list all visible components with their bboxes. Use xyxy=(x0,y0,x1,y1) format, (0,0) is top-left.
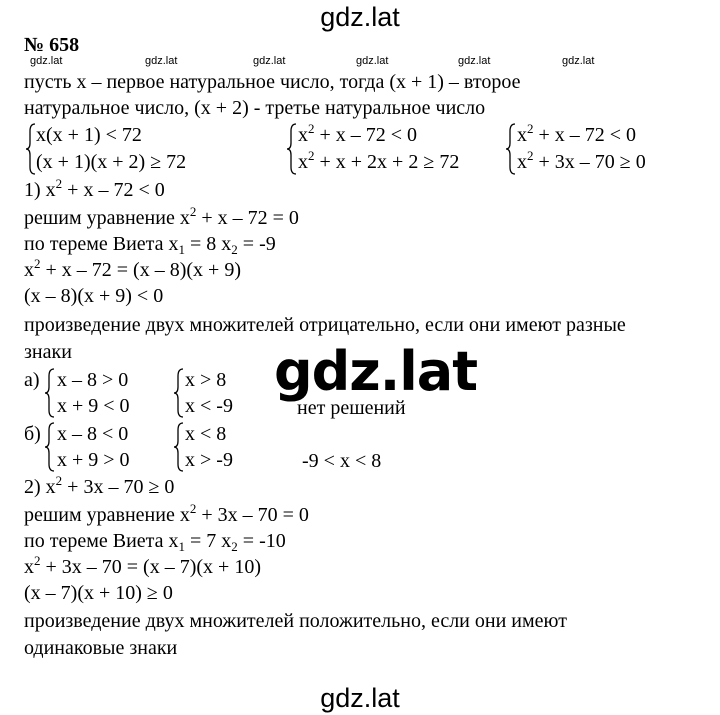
system-line: (x + 1)(x + 2) ≥ 72 xyxy=(36,151,187,173)
system-brace xyxy=(506,123,514,175)
case-b-label: б) xyxy=(24,423,41,445)
case-line: x + 9 > 0 xyxy=(57,449,130,471)
system-brace xyxy=(287,123,295,175)
system-brace xyxy=(26,123,34,175)
watermark-small: gdz.lat xyxy=(356,55,389,67)
case-line: x – 8 < 0 xyxy=(57,423,129,445)
system-line: $x^2 + 3x - 70 \ge 0$ xyxy=(517,148,646,173)
watermark-small: gdz.lat xyxy=(253,55,286,67)
part1-solve: решим уравнение $x^2 + x - 72 = 0$ xyxy=(24,204,299,229)
part2-factor: $x^2 + 3x - 70 = (x - 7)(x + 10)$ xyxy=(24,553,261,578)
part1-vieta: по тереме Виета $x_1 = 8$ $x_2 = -9$ xyxy=(24,233,276,257)
watermark-small: gdz.lat xyxy=(145,55,178,67)
case-line: x – 8 > 0 xyxy=(57,369,129,391)
watermark-small: gdz.lat xyxy=(562,55,595,67)
part1-heading: 1) $x^2 + x - 72 < 0$ xyxy=(24,176,165,201)
system-line: x(x + 1) < 72 xyxy=(36,124,142,146)
system-line: $x^2 + x - 72 < 0$ xyxy=(298,121,418,146)
part1-explain: знаки xyxy=(24,341,72,363)
case-a-label: а) xyxy=(24,369,40,391)
part1-inequality: (x – 8)(x + 9) < 0 xyxy=(24,285,164,307)
case-result: x > 8 xyxy=(185,369,227,391)
part1-explain: произведение двух множителей отрицательно, если они имеют разные xyxy=(24,314,626,336)
case-answer: нет решений xyxy=(297,397,406,419)
system-line: $x^2 + x - 72 < 0$ xyxy=(517,121,637,146)
problem-number: № 658 xyxy=(24,34,80,56)
intro-line: натуральное число, (x + 2) - третье натуральное число xyxy=(24,97,486,119)
system-brace xyxy=(45,422,53,472)
watermark-bottom: gdz.lat xyxy=(320,683,400,713)
watermark-small: gdz.lat xyxy=(30,55,63,67)
part2-vieta: по тереме Виета $x_1 = 7$ $x_2 = -10$ xyxy=(24,530,286,554)
case-result: x > -9 xyxy=(185,449,233,471)
part2-explain: одинаковые знаки xyxy=(24,637,178,659)
part2-inequality: (x – 7)(x + 10) ≥ 0 xyxy=(24,582,173,604)
system-line: $x^2 + x + 2x + 2 \ge 72$ xyxy=(298,148,460,173)
part1-factor: $x^2 + x - 72 = (x - 8)(x + 9)$ xyxy=(24,256,241,281)
case-answer: -9 < x < 8 xyxy=(302,450,382,472)
part2-explain: произведение двух множителей положительно, если они имеют xyxy=(24,610,567,632)
watermark-top: gdz.lat xyxy=(320,2,400,32)
system-brace xyxy=(174,368,182,418)
case-result: x < 8 xyxy=(185,423,227,445)
part2-solve: решим уравнение $x^2 + 3x - 70 = 0$ xyxy=(24,501,309,526)
case-result: x < -9 xyxy=(185,395,233,417)
system-brace xyxy=(174,422,182,472)
part2-heading: 2) $x^2 + 3x - 70 \ge 0$ xyxy=(24,473,175,498)
watermark-center: gdz.lat xyxy=(274,340,478,403)
system-brace xyxy=(45,368,53,418)
watermark-small: gdz.lat xyxy=(458,55,491,67)
intro-line: пусть x – первое натуральное число, тогда (x + 1) – второе xyxy=(24,71,521,93)
case-line: x + 9 < 0 xyxy=(57,395,130,417)
